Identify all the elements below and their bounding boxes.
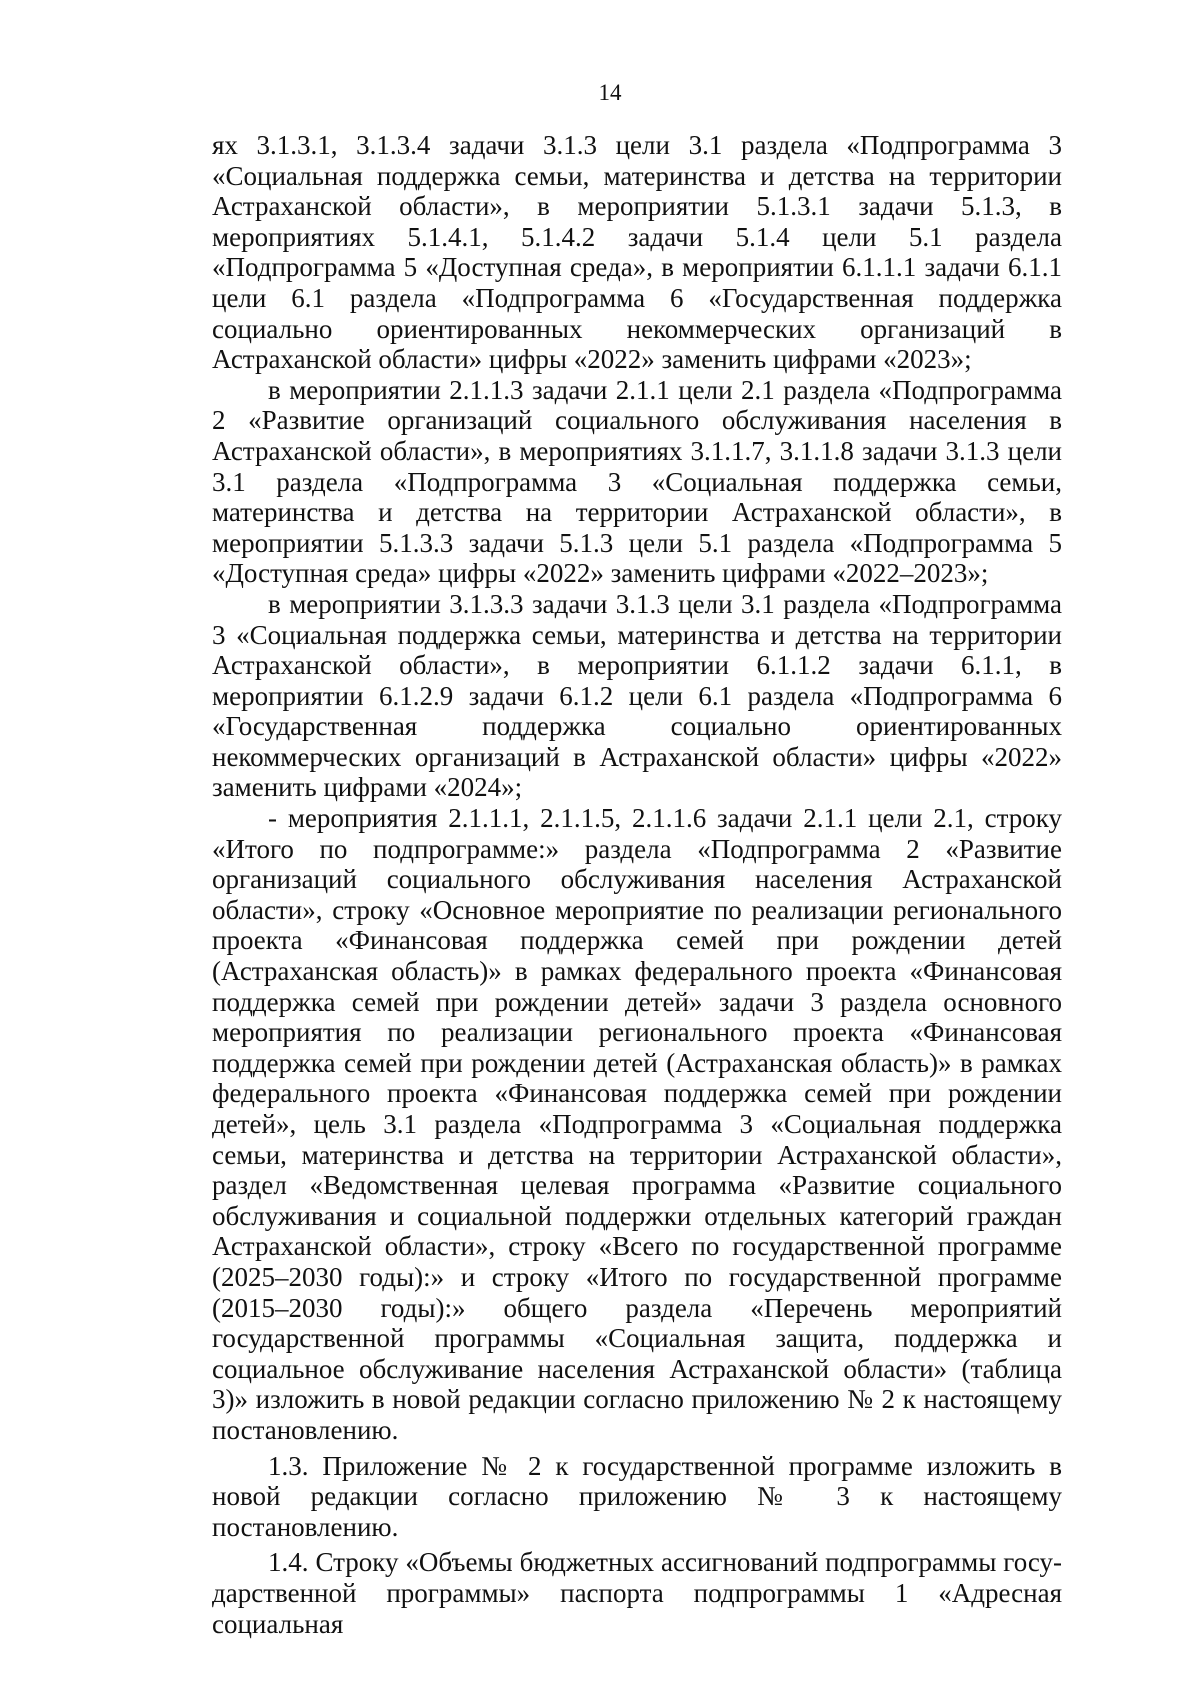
page-number: 14 — [598, 80, 622, 105]
paragraph-continuation: ях 3.1.3.1, 3.1.3.4 задачи 3.1.3 цели 3.1 раздела «Подпрограмма 3 «Социальная поддержка семьи, материнства и детства на территории Астраханской области», в мероприятии 5.1.3.1 задачи 5.1.3, в мероприятиях 5.1.4.1, 5.1.4.2 задачи 5.1.4 цели 5.1 раздела «Подпрограмма 5 «Доступная среда», в мероприятии 6.1.1.1 задачи 6.1.1 цели 6.1 раздела «Подпрограмма 6 «Государственная поддержка социально ориентированных некоммерческих организаций в Астраханской области» цифры «2022» заменить цифрами «2023»; — [212, 130, 1062, 375]
paragraph-item-1-4: 1.4. Строку «Объемы бюджетных ассигнований подпрограммы государственной программы» паспорта подпрограммы 1 «Адресная социальная — [212, 1547, 1062, 1639]
paragraph-new-edition-appendix-2: - мероприятия 2.1.1.1, 2.1.1.5, 2.1.1.6 задачи 2.1.1 цели 2.1, строку «Итого по подпрограмме:» раздела «Подпрограмма 2 «Развитие организаций социального обслуживания населения Астраханской области», строку «Основное мероприятие по реализации регионального проекта «Финансовая поддержка семей при рождении детей (Астраханская область)» в рамках федерального проекта «Финансовая поддержка семей при рождении детей» задачи 3 раздела основного мероприятия по реализации регионального проекта «Финансовая поддержка семей при рождении детей (Астраханская область)» в рамках федерального проекта «Финансовая поддержка семей при рождении детей», цель 3.1 раздела «Подпрограмма 3 «Социальная поддержка семьи, материнства и детства на территории Астраханской области», раздел «Ведомственная целевая программа «Развитие социального обслуживания и социальной поддержки отдельных категорий граждан Астраханской области», строку «Всего по государственной программе (2025–2030 годы):» и строку «Итого по государственной программе (2015–2030 годы):» общего раздела «Перечень мероприятий государственной программы «Социальная защита, поддержка и социальное обслуживание населения Астраханской области» (таблица 3)» изложить в новой редакции согласно приложению № 2 к настоящему постановлению. — [212, 803, 1062, 1445]
document-body — [212, 130, 1062, 1639]
paragraph-amendment-2024: в мероприятии 3.1.3.3 задачи 3.1.3 цели 3.1 раздела «Подпрограмма 3 «Социальная поддержка семьи, материнства и детства на территории Астраханской области», в мероприятии 6.1.1.2 задачи 6.1.1, в мероприятии 6.1.2.9 задачи 6.1.2 цели 6.1 раздела «Подпрограмма 6 «Государственная поддержка социально ориентированных некоммерческих организаций в Астраханской области» цифры «2022» заменить цифрами «2024»; — [212, 588, 1062, 803]
paragraph-amendment-2022-2023: в мероприятии 2.1.1.3 задачи 2.1.1 цели 2.1 раздела «Подпрограмма 2 «Развитие организаций социального обслуживания населения в Астраханской области», в мероприятиях 3.1.1.7, 3.1.1.8 задачи 3.1.3 цели 3.1 раздела «Подпрограмма 3 «Социальная поддержка семьи, материнства и детства на территории Астраханской области», в мероприятии 5.1.3.3 задачи 5.1.3 цели 5.1 раздела «Подпрограмма 5 «Доступная среда» цифры «2022» заменить цифрами «2022–2023»; — [212, 374, 1062, 589]
paragraph-item-1-3: 1.3. Приложение № 2 к государственной программе изложить в новой редакции согласно приложению № 3 к настоящему постановлению. — [212, 1450, 1062, 1542]
